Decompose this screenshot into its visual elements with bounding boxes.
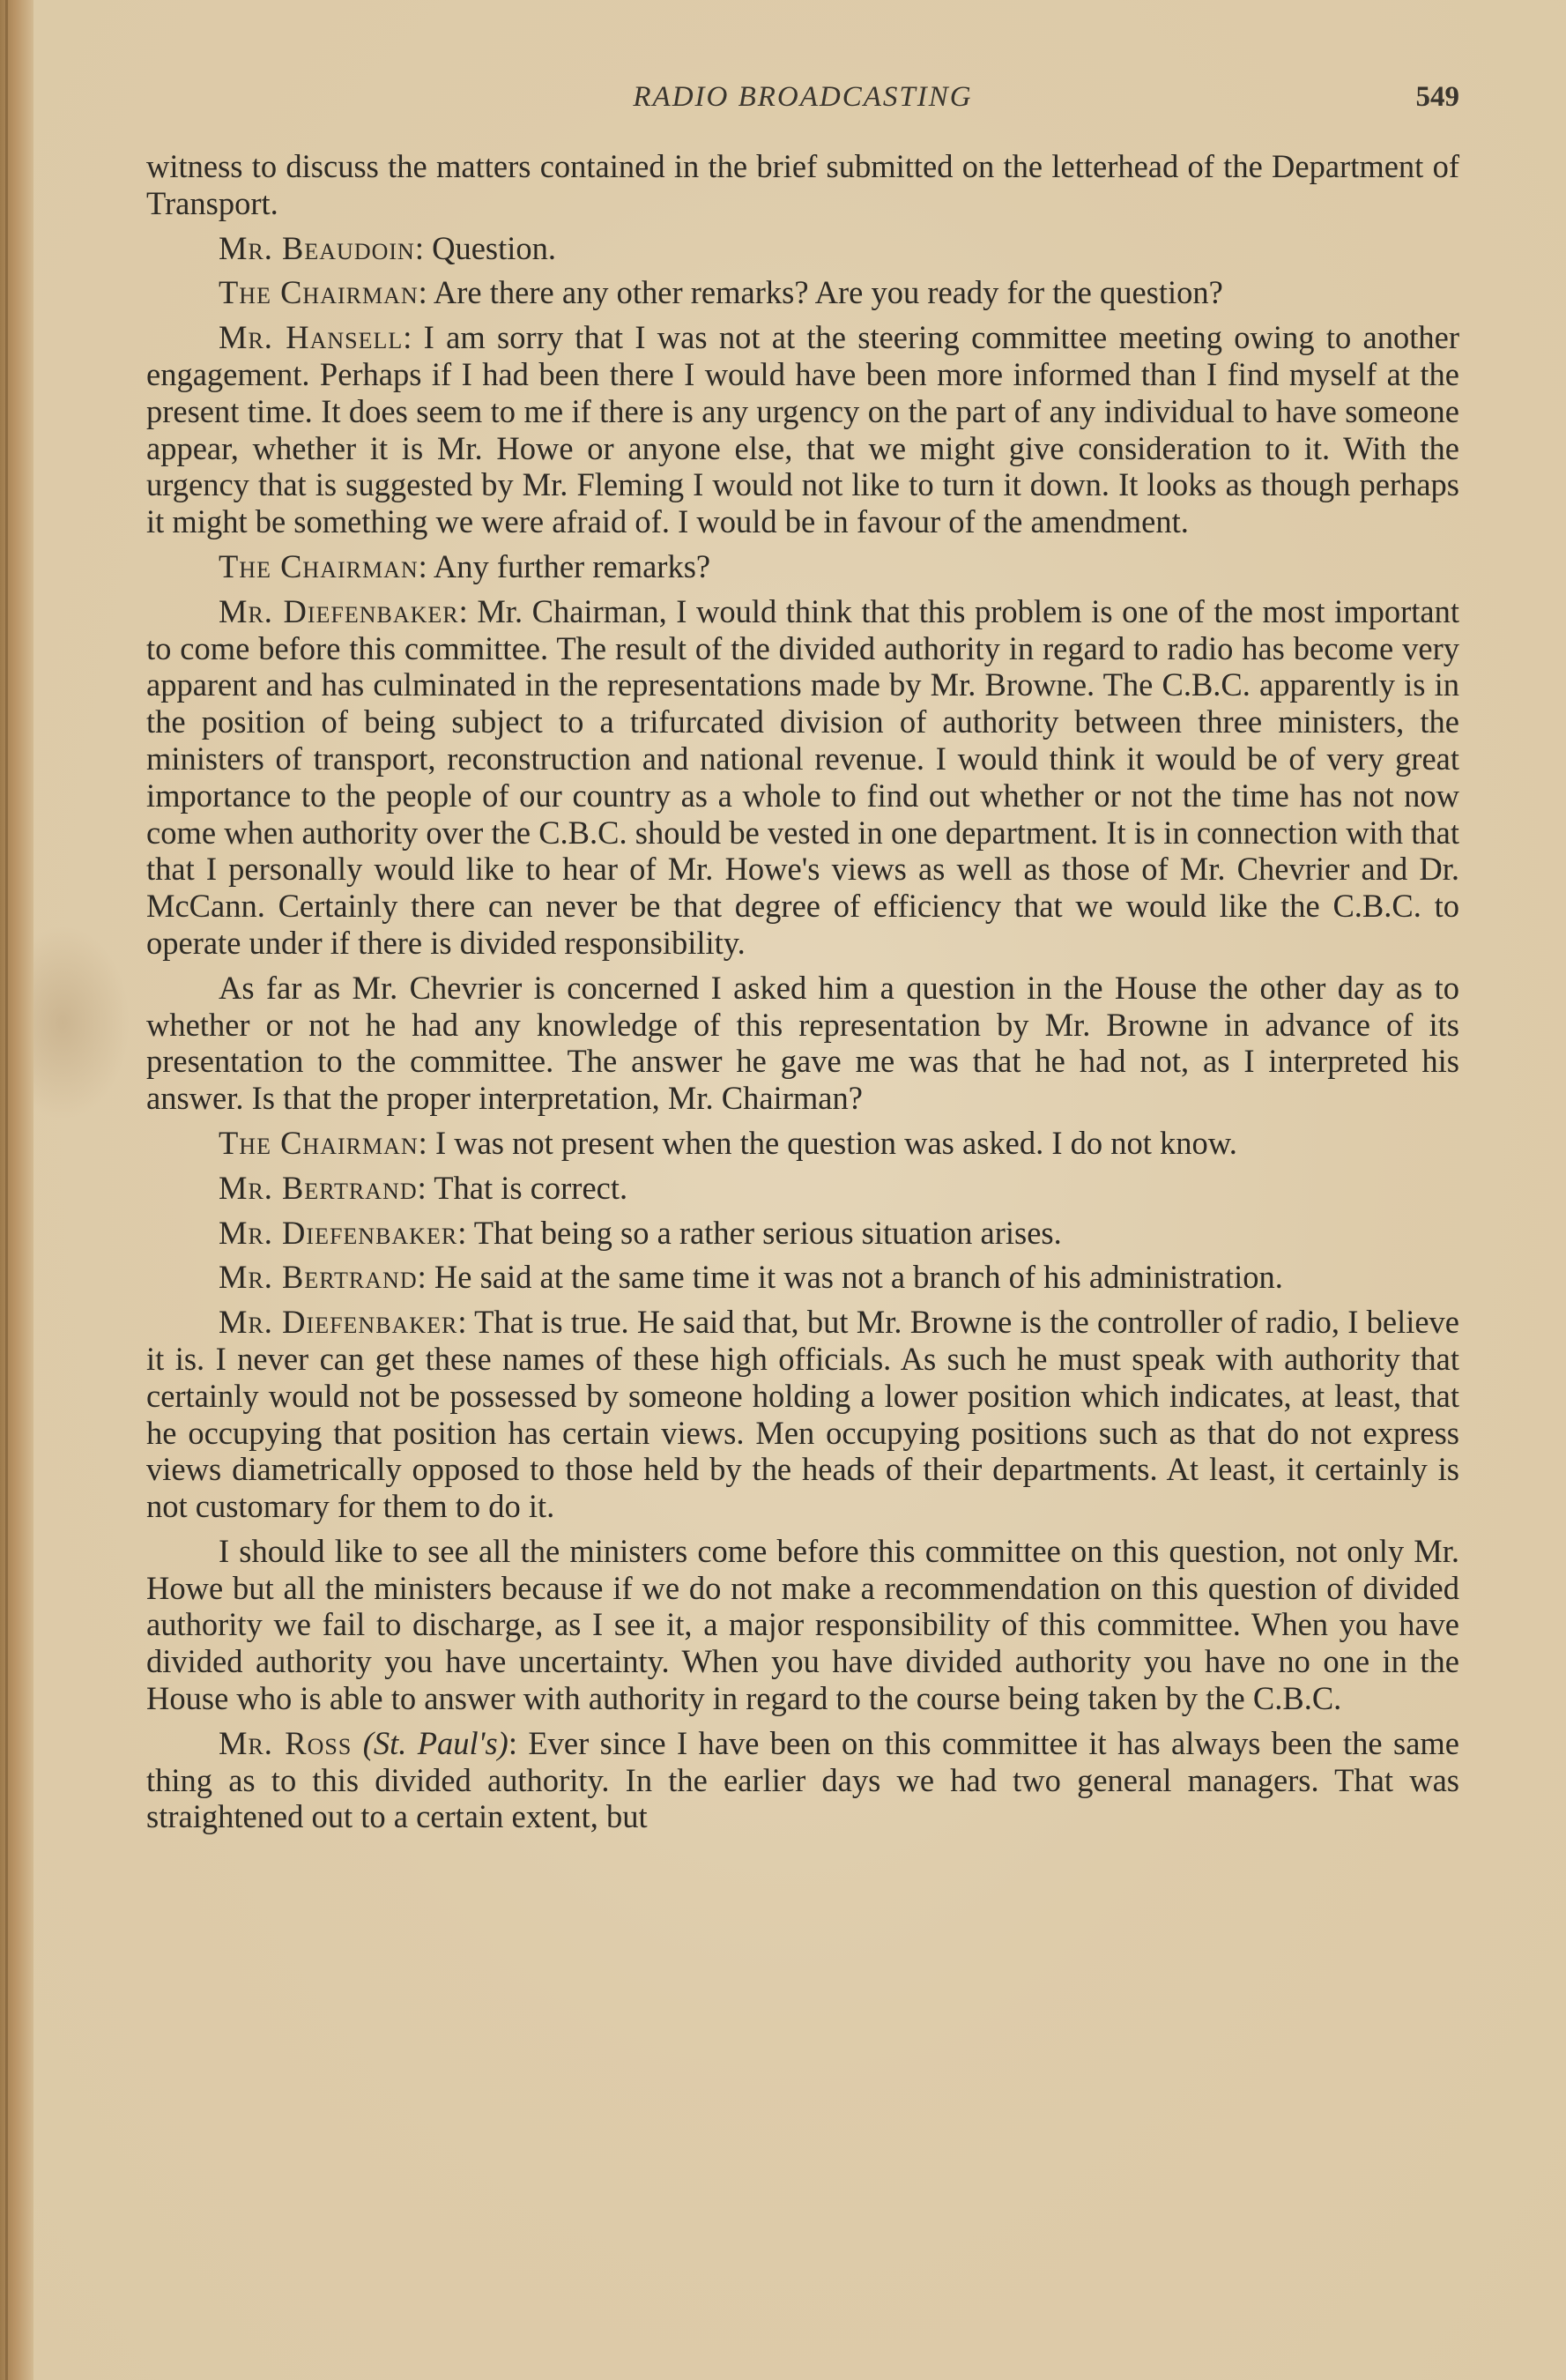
paragraph: Mr. Bertrand: He said at the same time it was not a branch of his administration. [219, 1259, 1283, 1296]
paragraph-text: That is correct. [434, 1169, 628, 1206]
speaker-name: Mr. Diefenbaker [219, 592, 459, 629]
paragraph: The Chairman: I was not present when the question was asked. I do not know. [219, 1124, 1237, 1161]
paragraph-text: I was not present when the question was asked. I do not know. [434, 1124, 1237, 1161]
paragraph: Mr. Beaudoin: Question. [219, 229, 557, 266]
speaker-name: The Chairman [219, 1124, 419, 1161]
speaker-name: Mr. Bertrand [219, 1259, 418, 1296]
speaker-name: The Chairman [219, 547, 419, 584]
paragraph-text: Are there any other remarks? Are you ready for the question? [433, 274, 1223, 311]
page-number: 549 [1415, 81, 1459, 113]
paragraph: The Chairman: Are there any other remarks? Are you ready for the question? [219, 274, 1223, 311]
paragraph-text: That being so a rather serious situation arises. [473, 1214, 1062, 1251]
running-header [146, 81, 1459, 122]
paragraph-text: Question. [432, 229, 557, 266]
paragraph: Mr. Bertrand: That is correct. [219, 1169, 628, 1206]
paragraph-text: Ever since I have been on this committee it has always been the same thing as to this divided authority. In the earlier days we had two general managers. That was straightened out to a certain extent, but [146, 1724, 1459, 1835]
speaker-name: Mr. Diefenbaker [219, 1304, 458, 1341]
speaker-name: Mr. Beaudoin [219, 229, 415, 266]
paragraph-text: He said at the same time it was not a branch of his administration. [434, 1259, 1283, 1296]
paper-stain [33, 926, 130, 1119]
paragraph-text: I am sorry that I was not at the steering committee meeting owing to another engagement. Perhaps if I had been there I would have been more informed than I find myself at the present time. It does seem to me if there is any urgency on the part of any individual to have someone appear, whether it is Mr. Howe or anyone else, that we might give consideration to it. With the urgency that is suggested by Mr. Fleming I would not like to turn it down. It looks as though perhaps it might be something we were afraid of. I would be in favour of the amendment. [146, 319, 1459, 540]
speaker-name: Mr. Diefenbaker [219, 1214, 458, 1251]
paragraph: The Chairman: Any further remarks? [219, 547, 711, 584]
page-binding-edge [0, 0, 33, 2380]
paragraph-text: witness to discuss the matters contained in the brief submitted on the letterhead of the Department of Transport. [146, 148, 1459, 221]
transcript-body [146, 148, 1459, 1843]
paragraph: Mr. Diefenbaker: That is true. He said that, but Mr. Browne is the controller of radio, I believe it is. I never can get these names of these high officials. As such he must speak with authority that certainly would not be possessed by someone holding a lower position which indicates, at least, that he occupying that position has certain views. Men occupying positions such as that do not express views diametrically opposed to those held by the heads of their departments. At least, it certainly is not customary for them to do it. [146, 1304, 1460, 1525]
speaker-name: Mr. Ross [219, 1724, 353, 1761]
paragraph [146, 1533, 1459, 1717]
paragraph-text: I should like to see all the ministers come before this committee on this question, not only Mr. Howe but all the ministers because if we do not make a recommendation on this question of divided authority we fail to discharge, as I see it, a major responsibility of this committee. When you have divided authority you have uncertainty. When you have divided authority you have no one in the House who is able to answer with authority in regard to the course being taken by the C.B.C. [146, 1532, 1459, 1717]
paragraph: Mr. Hansell: I am sorry that I was not at the steering committee meeting owing to another engagement. Perhaps if I had been there I would have been more informed than I find myself at the present time. It does seem to me if there is any urgency on the part of any individual to have someone appear, whether it is Mr. Howe or anyone else, that we might give consideration to it. With the urgency that is suggested by Mr. Fleming I would not like to turn it down. It looks as though perhaps it might be something we were afraid of. I would be in favour of the amendment. [146, 319, 1459, 540]
speaker-name: Mr. Bertrand [219, 1169, 418, 1206]
paragraph: Mr. Diefenbaker: Mr. Chairman, I would think that this problem is one of the most important to come before this committee. The result of the divided authority in regard to radio has become very apparent and has culminated in the representations made by Mr. Browne. The C.B.C. apparently is in the position of being subject to a trifurcated division of authority between three ministers, the ministers of transport, reconstruction and national revenue. I would think it would be of very great importance to the people of our country as a whole to find out whether or not the time has not now come when authority over the C.B.C. should be vested in one department. It is in connection with that that I personally would like to hear of Mr. Howe's views as well as those of Mr. Chevrier and Dr. McCann. Certainly there can never be that degree of efficiency that we would like the C.B.C. to operate under if there is divided responsibility. [146, 592, 1459, 961]
running-title: RADIO BROADCASTING [633, 81, 973, 113]
paragraph [146, 970, 1459, 1117]
speaker-name: Mr. Hansell [219, 319, 404, 356]
speaker-name: The Chairman [219, 274, 419, 311]
paragraph-text: Mr. Chairman, I would think that this problem is one of the most important to come before this committee. The result of the divided authority in regard to radio has become very apparent and has culminated in the representations made by Mr. Browne. The C.B.C. apparently is in the position of being subject to a trifurcated division of authority between three ministers, the ministers of transport, reconstruction and national revenue. I would think it would be of very great importance to the people of our country as a whole to find out whether or not the time has not now come when authority over the C.B.C. should be vested in one department. It is in connection with that that I personally would like to hear of Mr. Howe's views as well as those of Mr. Chevrier and Dr. McCann. Certainly there can never be that degree of efficiency that we would like the C.B.C. to operate under if there is divided responsibility. [146, 592, 1459, 961]
paragraph: Mr. Ross (St. Paul's): Ever since I have been on this committee it has always been the same thing as to this divided authority. In the earlier days we had two general managers. That was straightened out to a certain extent, but [146, 1724, 1459, 1835]
paragraph-text: Any further remarks? [433, 547, 711, 584]
paragraph-text: As far as Mr. Chevrier is concerned I asked him a question in the House the other day as to whether or not he had any knowledge of this representation by Mr. Browne in advance of its presentation to the committee. The answer he gave me was that he had not, as I interpreted his answer. Is that the proper interpretation, Mr. Chairman? [146, 969, 1459, 1117]
paragraph: Mr. Diefenbaker: That being so a rather serious situation arises. [219, 1214, 1062, 1251]
paragraph [146, 148, 1459, 222]
paragraph-text: That is true. He said that, but Mr. Browne is the controller of radio, I believe it is. I never can get these names of these high officials. As such he must speak with authority that certainly would not be possessed by someone holding a lower position which indicates, at least, that he occupying that position has certain views. Men occupying positions such as that do not express views diametrically opposed to those held by the heads of their departments. At least, it certainly is not customary for them to do it. [146, 1304, 1460, 1525]
speaker-riding: (St. Paul's) [362, 1724, 508, 1761]
